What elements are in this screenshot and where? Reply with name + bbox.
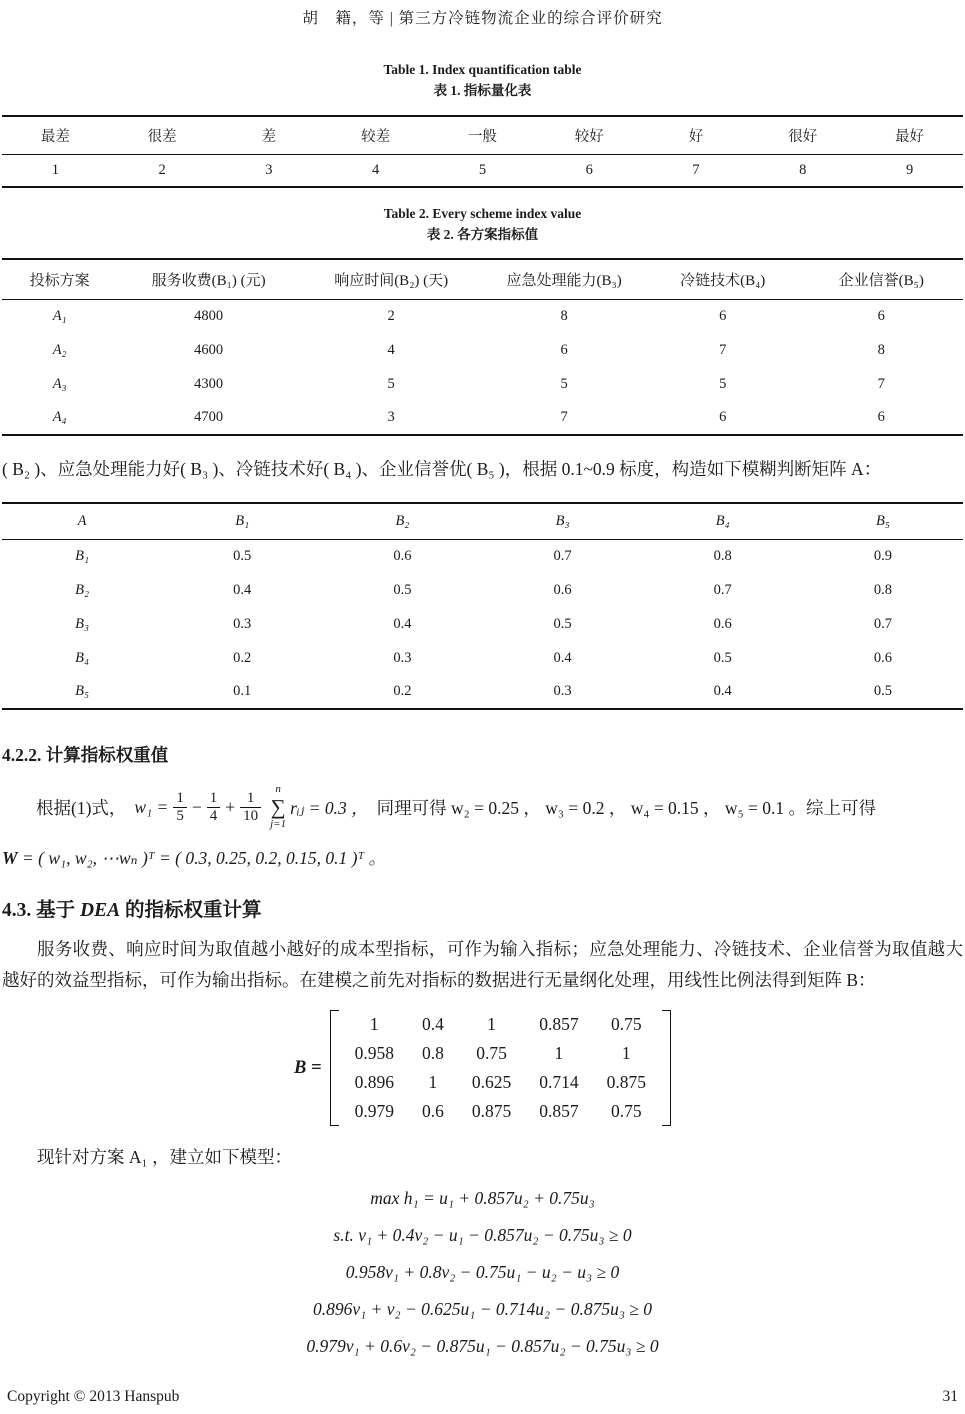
fraction-denominator: 10 — [240, 807, 261, 825]
table1-header-cell: 一般 — [429, 116, 536, 154]
fraction-1-10 — [240, 790, 261, 825]
table1-value-cell: 1 — [2, 154, 109, 187]
page-header-title: 胡 籍，等 | 第三方冷链物流企业的综合评价研究 — [302, 10, 663, 27]
matrix-b-cell: 0.958 — [354, 1043, 394, 1063]
matrix-b-row — [341, 1039, 660, 1068]
table2-row — [2, 401, 963, 435]
fraction-numerator: 1 — [176, 789, 184, 806]
matrix-a-cell: 0.2 — [233, 649, 252, 666]
table2-row — [2, 367, 963, 401]
matrix-a-cell: 0.4 — [233, 581, 252, 598]
model-objective-equation: max h₁ = u₁ + 0.857u₂ + 0.75u₃ — [370, 1188, 595, 1208]
table2-cell: 4 — [387, 341, 395, 358]
table1-header-row — [2, 116, 963, 154]
model-intro-text: 现针对方案 A₁ ，建立如下模型： — [37, 1147, 292, 1167]
matrix-b-cell: 0.6 — [421, 1101, 444, 1121]
sigma-icon: ∑ — [270, 795, 286, 819]
matrix-a-row — [2, 607, 963, 641]
table2-header-cell: 企业信誉(B₅) — [800, 259, 963, 299]
page-number: 31 — [942, 1388, 958, 1405]
matrix-b-cell: 1 — [487, 1014, 496, 1034]
matrix-b-cell: 0.857 — [539, 1101, 579, 1121]
table2-cell: 4300 — [194, 375, 224, 392]
table2-cell: 4800 — [194, 307, 224, 324]
table1-value-cell: 8 — [749, 154, 856, 187]
scheme-index-value-table — [2, 258, 963, 436]
matrix-b-label: B = — [294, 1057, 322, 1078]
matrix-b-cell: 0.896 — [354, 1072, 394, 1092]
matrix-a-cell: 0.4 — [553, 649, 572, 666]
matrix-a-cell: 0.3 — [393, 649, 412, 666]
model-constraint-equation: 0.979v₁ + 0.6v₂ − 0.875u₁ − 0.857u₂ − 0.75u₃ ≥ 0 — [306, 1336, 659, 1356]
matrix-a-header-cell: A — [2, 503, 162, 539]
index-quantification-table — [2, 115, 963, 188]
table2-header-row — [2, 259, 963, 299]
table2-cell: 5 — [387, 375, 395, 392]
footer-copyright: Copyright © 2013 Hanspub — [7, 1388, 180, 1405]
table2-cell: 6 — [719, 307, 727, 324]
matrix-a-row-label: B₁ — [75, 547, 90, 564]
table1-value-cell: 5 — [429, 154, 536, 187]
weight-vector-values: = ( w₁, w₂, ⋯wₙ )ᵀ = ( 0.3, 0.25, 0.2, 0.15, 0.1 )ᵀ 。 — [17, 848, 387, 868]
table2-cell: 6 — [800, 401, 963, 435]
table1-header-cell: 差 — [216, 116, 323, 154]
weight-vector-symbol: W — [2, 848, 18, 868]
model-constraint-equation: s.t. v₁ + 0.4v₂ − u₁ − 0.857u₂ − 0.75u₃ ≥ 0 — [333, 1225, 632, 1245]
table2-header-cell: 冷链技术(B₄) — [646, 259, 800, 299]
matrix-a-row-label: B₃ — [75, 615, 90, 632]
table1-value-cell: 9 — [856, 154, 963, 187]
table2-cell: 6 — [646, 401, 800, 435]
fraction-numerator: 1 — [246, 789, 255, 806]
table1-caption-zh: 表 1. 指标量化表 — [433, 83, 532, 98]
matrix-b-row — [341, 1068, 660, 1097]
section-4-2-2-heading: 4.2.2. 计算指标权重值 — [2, 745, 169, 765]
matrix-a-row — [2, 539, 963, 573]
matrix-b-cell: 1 — [428, 1072, 438, 1092]
table2-cell: 2 — [387, 307, 395, 324]
table2-caption-en: Table 2. Every scheme index value — [383, 206, 582, 221]
matrix-a-row — [2, 675, 963, 709]
matrix-a-row-label: B₂ — [75, 581, 90, 598]
matrix-b-cell: 0.4 — [421, 1014, 444, 1034]
table2-cell: 7 — [482, 401, 645, 435]
heading-post-text: 的指标权重计算 — [120, 900, 262, 921]
table2-row — [2, 299, 963, 333]
table2-header-cell: 服务收费(B₁) (元) — [117, 259, 300, 299]
matrix-a-cell: 0.6 — [553, 581, 572, 598]
table2-cell: 5 — [719, 375, 727, 392]
table1-value-cell: 3 — [216, 154, 323, 187]
w1-symbol: w₁ = — [134, 796, 169, 817]
matrix-b-right-bracket-icon — [662, 1010, 671, 1126]
matrix-b-cell: 1 — [369, 1014, 379, 1034]
plus-operator: + — [225, 796, 236, 817]
table1-value-cell: 2 — [109, 154, 216, 187]
matrix-a-cell: 0.4 — [643, 675, 803, 709]
matrix-a-row-label: B₅ — [2, 675, 162, 709]
table1-header-cell: 最好 — [856, 116, 963, 154]
matrix-a-cell: 0.5 — [553, 615, 572, 632]
matrix-a-cell: 0.5 — [803, 675, 963, 709]
matrix-a-cell: 0.7 — [553, 547, 572, 564]
table1-header-cell: 很差 — [109, 116, 216, 154]
table2-cell: 8 — [560, 307, 568, 324]
table1-header-cell: 最差 — [2, 116, 109, 154]
table2-row-label: A₂ — [52, 341, 67, 358]
fraction-denominator: 4 — [207, 807, 221, 825]
matrix-a-cell: 0.6 — [873, 649, 892, 666]
table1-value-cell: 7 — [643, 154, 750, 187]
section-4-3-heading — [2, 894, 963, 922]
table2-cell: 3 — [300, 401, 483, 435]
fraction-1-4 — [207, 790, 221, 825]
table2-header-cell: 应急处理能力(B₃) — [482, 259, 645, 299]
fraction-numerator: 1 — [209, 789, 218, 806]
matrix-b-cell: 0.979 — [354, 1101, 394, 1121]
matrix-b-cell: 0.75 — [476, 1043, 507, 1063]
matrix-b-equation — [2, 1010, 963, 1126]
table2-cell: 6 — [560, 341, 568, 358]
table2-cell: 5 — [560, 375, 568, 392]
table2-header-cell: 响应时间(B₂) (天) — [300, 259, 483, 299]
table1-header-cell: 很好 — [749, 116, 856, 154]
fraction-denominator: 5 — [173, 807, 187, 825]
table1-header-cell: 较好 — [536, 116, 643, 154]
matrix-b-row — [341, 1097, 660, 1126]
section-4-3-paragraph: 服务收费、响应时间为取值越小越好的成本型指标，可作为输入指标；应急处理能力、冷链技术、企业信誉为取值越大越好的效益型指标，可作为输出指标。在建模之前先对指标的数据进行无量纲化处理，用线性比例法得到矩阵 B： — [2, 939, 963, 990]
table2-cell: 7 — [877, 375, 885, 392]
matrix-a-cell: 0.9 — [873, 547, 892, 564]
summation-upper-limit: n — [275, 783, 281, 795]
table2-caption-zh: 表 2. 各方案指标值 — [426, 227, 539, 242]
heading-pre-text: 4.3. 基于 — [2, 900, 81, 921]
table1-value-cell: 4 — [322, 154, 429, 187]
matrix-b-cell: 0.714 — [539, 1072, 579, 1092]
model-constraint-equation: 0.896v₁ + v₂ − 0.625u₁ − 0.714u₂ − 0.875u₃ ≥ 0 — [312, 1299, 653, 1319]
matrix-b-cell: 0.875 — [471, 1101, 512, 1121]
matrix-b-left-bracket-icon — [330, 1010, 339, 1126]
table2-cell: 4700 — [117, 401, 300, 435]
model-constraint-equation: 0.958v₁ + 0.8v₂ − 0.75u₁ − u₂ − u₃ ≥ 0 — [345, 1262, 620, 1282]
table1-value-cell: 6 — [536, 154, 643, 187]
page-footer — [0, 1388, 965, 1406]
matrix-b-cell: 0.875 — [606, 1072, 646, 1092]
table1-caption-en: Table 1. Index quantification table — [383, 62, 582, 77]
matrix-a-row-label: B₄ — [75, 649, 90, 666]
matrix-b-cell: 0.857 — [539, 1014, 579, 1034]
table2-row — [2, 333, 963, 367]
matrix-a-cell: 0.5 — [393, 581, 412, 598]
matrix-a-cell: 0.8 — [713, 547, 732, 564]
matrix-a-cell: 0.7 — [713, 581, 732, 598]
matrix-b-cell: 0.8 — [421, 1043, 444, 1063]
matrix-a-cell: 0.6 — [713, 615, 732, 632]
matrix-b-cell: 0.75 — [610, 1101, 642, 1121]
w1-weight-formula — [2, 775, 963, 839]
matrix-a-header-row — [2, 503, 963, 539]
matrix-a-header-cell: B₄ — [643, 503, 803, 539]
matrix-b-cell: 1 — [621, 1043, 631, 1063]
fraction-1-5 — [173, 790, 187, 825]
matrix-a-cell: 0.3 — [482, 675, 642, 709]
matrix-a-cell: 0.3 — [233, 615, 252, 632]
matrix-a-row — [2, 641, 963, 675]
summation-symbol — [270, 784, 286, 830]
table1-header-cell: 好 — [643, 116, 750, 154]
table2-row-label: A₁ — [52, 307, 67, 324]
matrix-a-header-cell: B₁ — [162, 503, 322, 539]
other-weights-text: 同理可得 w₂ = 0.25 ， w₃ = 0.2 ， w₄ = 0.15 ， w₅ = 0.1 。综上可得 — [376, 797, 877, 818]
table2-cell: 7 — [719, 341, 727, 358]
matrix-a-cell: 0.8 — [873, 581, 892, 598]
matrix-a-header-cell: B₅ — [803, 503, 963, 539]
matrix-a-cell: 0.2 — [322, 675, 482, 709]
formula-lead-text: 根据(1)式， — [36, 797, 127, 818]
matrix-a-cell: 0.5 — [713, 649, 732, 666]
matrix-a-row — [2, 573, 963, 607]
summation-lower-limit: j=1 — [270, 818, 287, 830]
table1-value-row — [2, 154, 963, 187]
matrix-a-cell: 0.7 — [873, 615, 892, 632]
rij-result: rᵢⱼ = 0.3 ， — [290, 797, 369, 818]
matrix-b-table — [341, 1010, 660, 1126]
matrix-a-header-cell: B₃ — [482, 503, 642, 539]
matrix-a-cell: 0.6 — [393, 547, 412, 564]
table2-cell: 4600 — [194, 341, 224, 358]
dea-term: DEA — [80, 900, 121, 921]
matrix-b-cell: 1 — [554, 1043, 564, 1063]
matrix-a-cell: 0.5 — [233, 547, 252, 564]
matrix-a-cell: 0.1 — [162, 675, 322, 709]
minus-operator: − — [191, 796, 202, 817]
matrix-a-cell: 0.4 — [393, 615, 412, 632]
table2-header-cell: 投标方案 — [2, 259, 117, 299]
matrix-b-row — [341, 1010, 660, 1039]
matrix-b-cell: 0.625 — [471, 1072, 512, 1092]
table2-cell: 6 — [877, 307, 885, 324]
matrix-a-header-cell: B₂ — [322, 503, 482, 539]
table2-row-label: A₄ — [2, 401, 117, 435]
fuzzy-judgment-matrix-a-table — [2, 502, 963, 710]
table2-cell: 8 — [877, 341, 885, 358]
table2-row-label: A₃ — [52, 375, 67, 392]
weight-vector-equation — [2, 845, 963, 870]
fuzzy-matrix-paragraph: ( B₂ )、应急处理能力好( B₃ )、冷链技术好( B₄ )、企业信誉优( B₅ )，根据 0.1~0.9 标度，构造如下模糊判断矩阵 A： — [2, 459, 882, 479]
table1-header-cell: 较差 — [322, 116, 429, 154]
matrix-b-cell: 0.75 — [610, 1014, 642, 1034]
